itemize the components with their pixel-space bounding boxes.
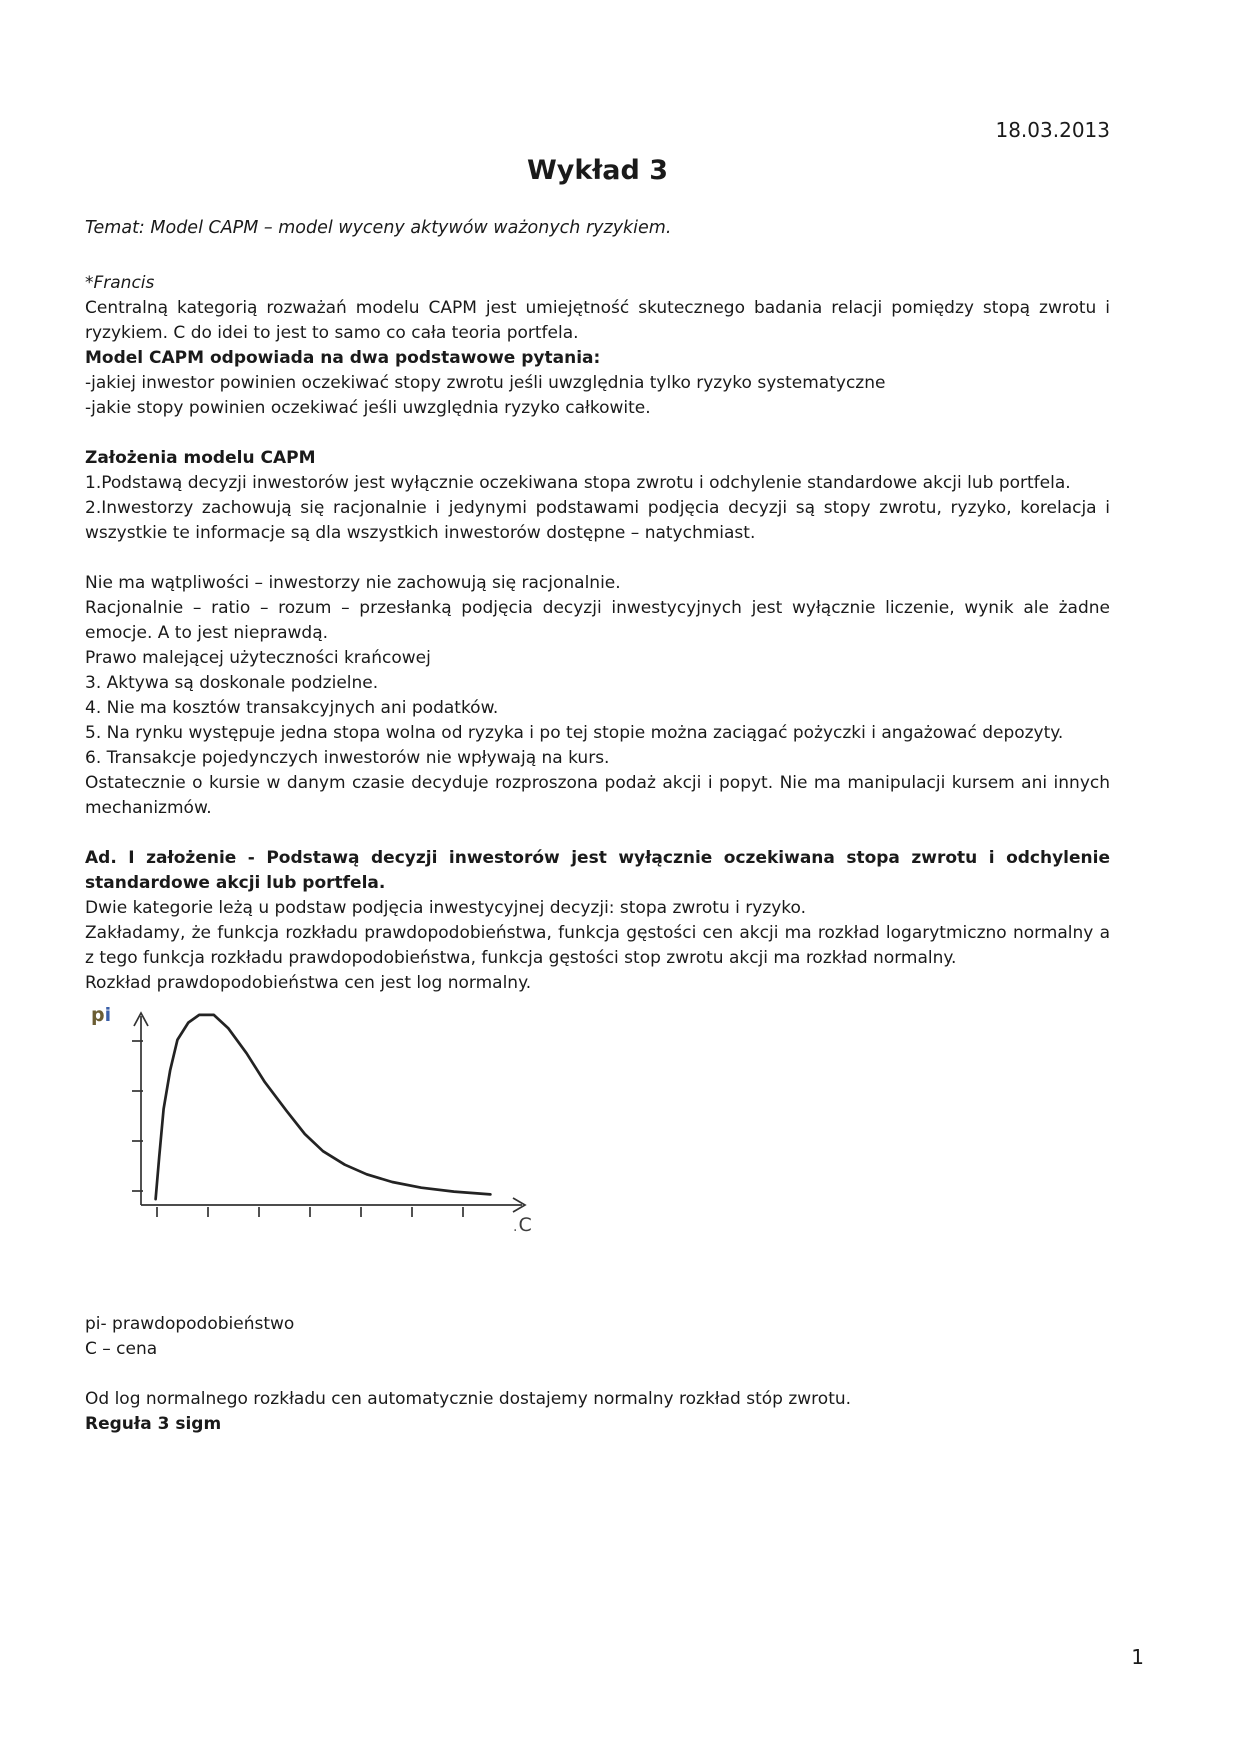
paragraph-assumption-3: 3. Aktywa są doskonale podzielne. [85, 673, 379, 693]
paragraph-assumption-6: 6. Transakcje pojedynczych inwestorów nie wpływają na kurs. [85, 748, 610, 768]
paragraph-assumption-4: 4. Nie ma kosztów transakcyjnych ani podatków. [85, 698, 499, 718]
paragraph-price-determination: Ostatecznie o kursie w danym czasie decyduje rozproszona podaż akcji i popyt. Nie ma manipulacji kursem ani innych mechanizmów. [85, 773, 1110, 818]
assumptions-heading: Założenia modelu CAPM [85, 448, 316, 468]
paragraph-lognormal-statement: Rozkład prawdopodobieństwa cen jest log normalny. [85, 973, 532, 993]
source-note-francis: *Francis [85, 273, 155, 293]
paragraph-capm-intro: Centralną kategorią rozważań modelu CAPM jest umiejętność skutecznego badania relacji pomiędzy stopą zwrotu i ryzykiem. C do idei to jest to samo co cała teoria portfela. [85, 298, 1110, 343]
paragraph-two-questions-heading: Model CAPM odpowiada na dwa podstawowe pytania: [85, 348, 601, 368]
paragraph-two-categories: Dwie kategorie leżą u podstaw podjęcia inwestycyjnej decyzji: stopa zwrotu i ryzyko. [85, 898, 807, 918]
paragraph-rationality: Racjonalnie – ratio – rozum – przesłanką podjęcia decyzji inwestycyjnych jest wyłącznie liczenie, wynik ale żadne emocje. A to jest nieprawdą. [85, 598, 1110, 643]
lognormal-density-chart [85, 1004, 555, 1266]
paragraph-question-2: -jakie stopy powinien oczekiwać jeśli uwzględnia ryzyko całkowite. [85, 398, 651, 418]
legend-c: C – cena [85, 1339, 158, 1359]
ad1-heading: Ad. I założenie - Podstawą decyzji inwestorów jest wyłącznie oczekiwana stopa zwrotu i odchylenie standardowe akcji lub portfela. [85, 848, 1110, 893]
topic-line: Temat: Model CAPM – model wyceny aktywów ważonych ryzykiem. [85, 218, 672, 238]
lognormal-curve [156, 1015, 491, 1199]
paragraph-question-1: -jakiej inwestor powinien oczekiwać stopy zwrotu jeśli uwzględnia tylko ryzyko systematyczne [85, 373, 886, 393]
paragraph-conclusion: Od log normalnego rozkładu cen automatycznie dostajemy normalny rozkład stóp zwrotu. [85, 1389, 852, 1409]
y-axis-label: pi [91, 1004, 112, 1026]
paragraph-assumption-1: 1.Podstawą decyzji inwestorów jest wyłącznie oczekiwana stopa zwrotu i odchylenie standardowe akcji lub portfela. [85, 473, 1071, 493]
page-number: 1 [1131, 1645, 1144, 1669]
paragraph-assumption-2: 2.Inwestorzy zachowują się racjonalnie i jedynymi podstawami podjęcia decyzji są stopy zwrotu, ryzyko, korelacja i wszystkie te informacje są dla wszystkich inwestorów dostępne – natychmiast. [85, 498, 1110, 543]
date-label: 18.03.2013 [995, 118, 1110, 142]
paragraph-assumption-5: 5. Na rynku występuje jedna stopa wolna od ryzyka i po tej stopie można zaciągać pożyczki i angażować depozyty. [85, 723, 1064, 743]
three-sigma-rule-heading: Reguła 3 sigm [85, 1414, 222, 1434]
page-title: Wykład 3 [526, 155, 669, 186]
paragraph-marginal-utility: Prawo malejącej użyteczności krańcowej [85, 648, 431, 668]
x-axis-label-dot: . [513, 1219, 518, 1235]
axis-ticks [132, 1041, 463, 1217]
paragraph-lognormal-assumption: Zakładamy, że funkcja rozkładu prawdopodobieństwa, funkcja gęstości cen akcji ma rozkład logarytmiczno normalny a z tego funkcja rozkładu prawdopodobieństwa, funkcja gęstości stop zwrotu akcji ma rozkład normalny. [85, 923, 1110, 968]
legend-pi: pi- prawdopodobieństwo [85, 1314, 295, 1334]
paragraph-no-doubt: Nie ma wątpliwości – inwestorzy nie zachowują się racjonalnie. [85, 573, 621, 593]
chart-canvas [85, 1004, 555, 1266]
x-axis-label: .C [513, 1214, 532, 1236]
